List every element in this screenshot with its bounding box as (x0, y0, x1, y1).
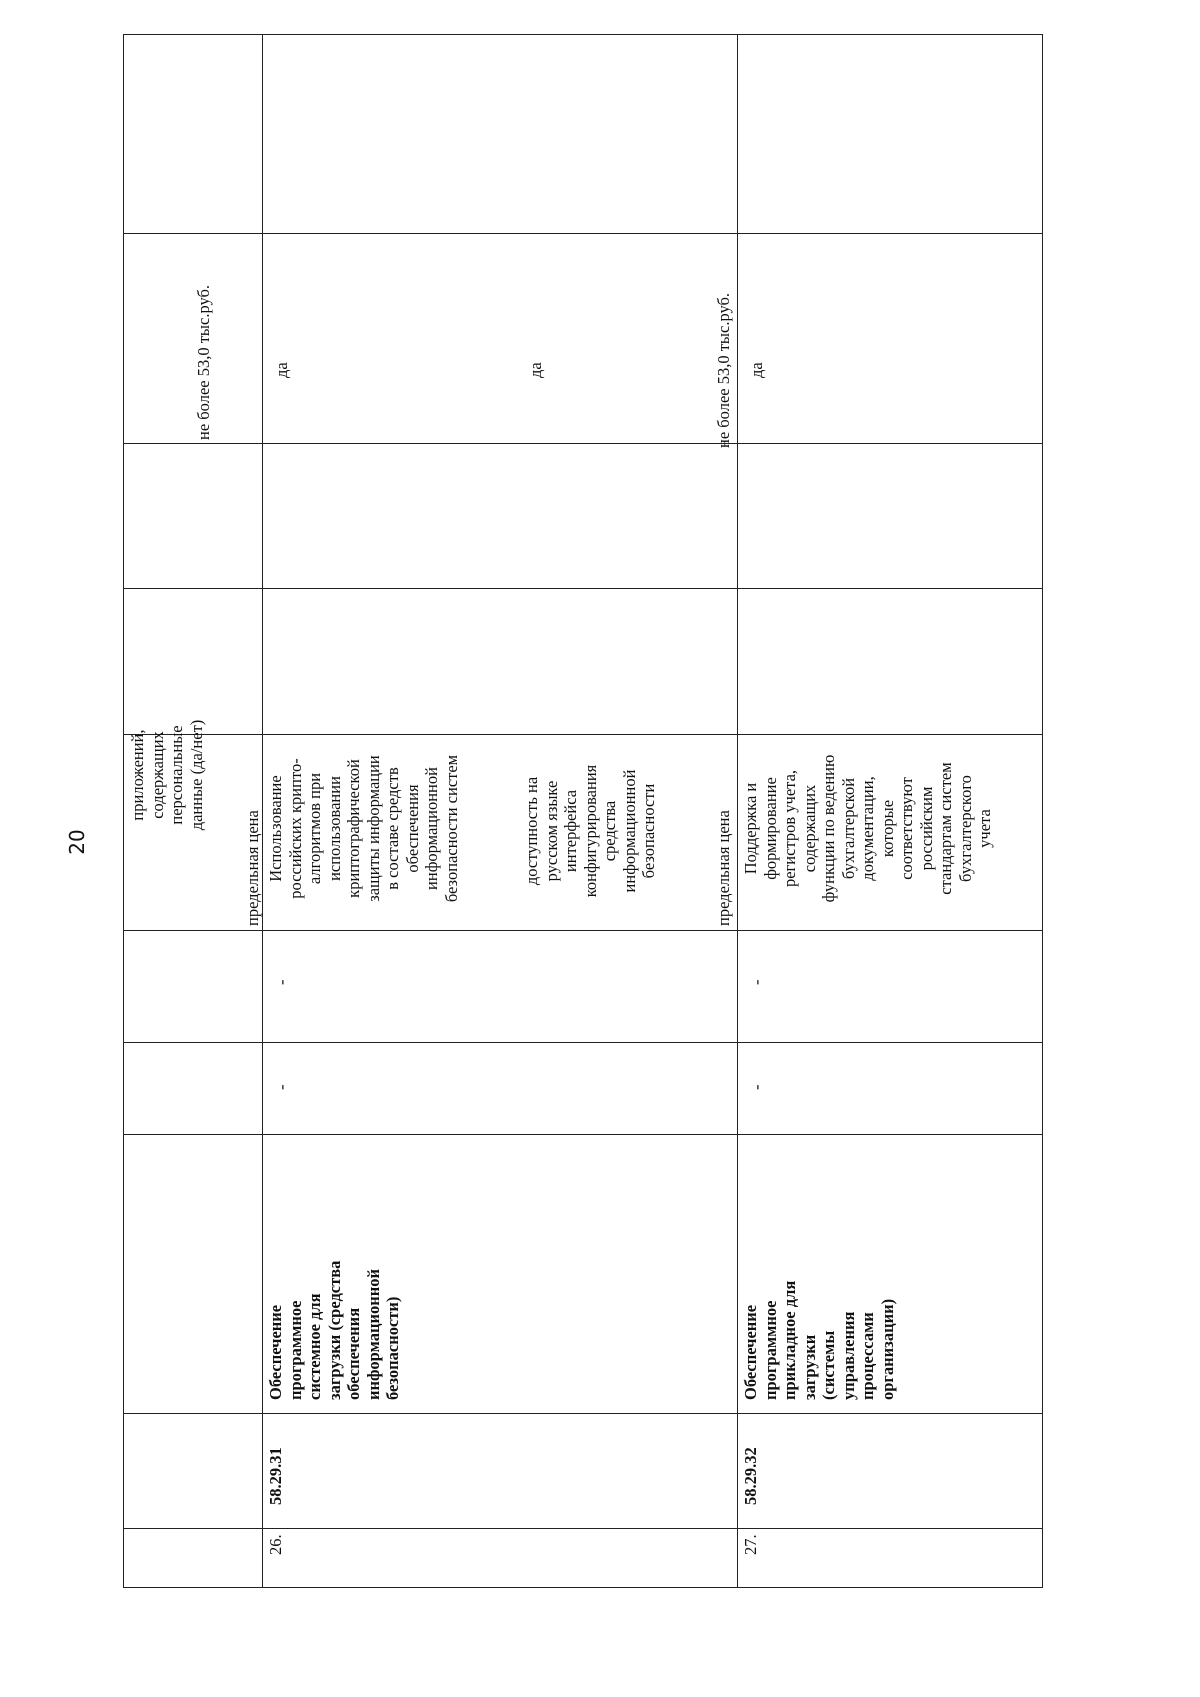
price-value: не более 53,0 тыс.руб. (194, 284, 213, 440)
characteristic-name-cell: предельная цена (714, 810, 733, 926)
column-divider (123, 1134, 1043, 1135)
characteristic-value: да (526, 362, 545, 378)
characteristic-value: да (272, 362, 291, 378)
characteristic-name-cell: доступность на русском языке интерфейса конфигурирования средства информационной безопасности (522, 764, 658, 898)
product-name: Обеспечение программное системное для загрузки (средства обеспечения информационной безопасности) (266, 1260, 402, 1400)
characteristic-name-cell: Поддержка и формирование регистров учета, содержащих функции по ведению бухгалтерской документации, которые соответствуют российским стандартам систем бухгалтерского учета (741, 754, 994, 903)
page-number: 20 (65, 829, 89, 855)
characteristic-value: не более 53,0 тыс.руб. (714, 292, 733, 448)
okpd2-code: 58.29.31 (266, 1447, 285, 1505)
row-number: 26. (266, 1534, 285, 1555)
column-divider (123, 1413, 1043, 1414)
unit-name: - (272, 979, 291, 985)
row-number: 27. (741, 1534, 760, 1555)
column-divider (123, 930, 1043, 931)
okpd2-code: 58.29.32 (741, 1447, 760, 1505)
column-divider (123, 1528, 1043, 1529)
row-divider (737, 34, 738, 1588)
unit-name: - (747, 979, 766, 985)
unit-code: - (747, 1084, 766, 1090)
column-divider (123, 233, 1043, 234)
column-divider (123, 1042, 1043, 1043)
characteristic-name-cell: приложений, содержащих персональные данные (да/нет) (128, 719, 206, 831)
column-divider (123, 588, 1043, 589)
column-divider (123, 443, 1043, 444)
product-name: Обеспечение программное прикладное для загрузки (системы управления процессами организации) (741, 1280, 897, 1400)
price-label: предельная цена (243, 810, 262, 926)
characteristic-name-cell: Использование российских крипто- алгоритмов при использовании криптографической защиты информации в составе средств обеспечения информационной безопасности систем (266, 754, 461, 903)
characteristic-value: да (747, 362, 766, 378)
unit-code: - (272, 1084, 291, 1090)
